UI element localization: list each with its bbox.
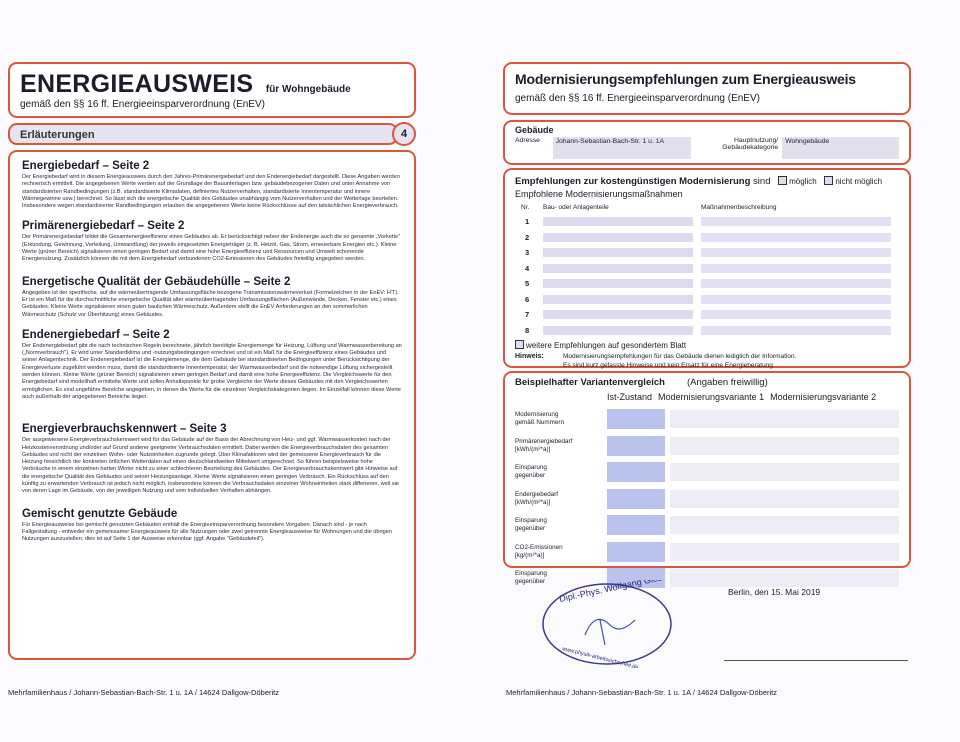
section-text: Für Energieausweise bei gemischt genutzten Gebäuden enthält die Energieeinsparverordnung besondere Vorgaben. Danach sind - je nach Fallgestaltung - entweder ein gemeinsamer Energieausweis für alle Nutzungen oder zwei getrennte Energieausweise für Wohnungen und die übrigen Nutzungen auszustellen; dies ist auf Seite 1 der Ausweise erkennbar (ggf. Angabe "Gebäudeteil"). [22,521,392,543]
sind-label: sind [753,176,771,187]
stamp-web: www.physik-arbeitssicherheit.de [561,646,639,668]
row-unit: gegenüber [515,578,546,585]
right-subtitle: gemäß den §§ 16 ff. Energieeinsparverordnung (EnEV) [515,93,760,104]
row-label: Endergiebedarf [515,490,559,498]
recommendation-row [515,232,899,243]
section-gebaeudehuelle [22,276,402,319]
category-value: Wohngebäude [782,137,899,159]
description-field[interactable] [701,248,891,257]
row-unit: gegenüber [515,525,546,532]
comparison-heading: Beispielhafter Variantenvergleich [515,377,665,388]
section-energieverbrauchskennwert [22,423,402,495]
section-energiebedarf [22,160,402,210]
row-label: Modernisierung [515,411,559,418]
right-title: Modernisierungsempfehlungen zum Energieausweis [515,71,856,87]
parts-field[interactable] [543,233,693,242]
section-text: Angegeben ist der spezifische, auf die wärmeübertragende Umfassungsfläche bezogene Transmissionswärmeverlust (Formelzeichen in der EnEV: H'T). Er ist ein Maß für die durchschnittliche energetische Qualität aller wärmeübertragenden Umfassungsflächen (Außenwände, Decken, Fenster etc.) eines Gebäudes. Kleine Werte signalisieren einen guten baulichen Wärmeschutz. Außerdem stellt die EnEV Anforderungen an den sommerlichen Wärmeschutz (Schutz vor Überhitzung) eines Gebäudes. [22,289,399,318]
left-title-box [8,62,416,118]
row-number: 2 [525,232,530,242]
building-heading: Gebäude [515,125,554,135]
section-text: Der Energiebedarf wird in diesem Energieausweis durch den Jahres-Primärenergiebedarf und den Endenergiebedarf dargestellt. Diese Angaben werden rechnerisch ermittelt. Die angegebenen Werte werden auf der Grundlage der Bauunterlagen bzw. gebäudebezogener Daten und unter Annahme von standardisierten Randbedingungen (z.B. standardisierte Klimadaten, definiertes Nutzerverhalten, standardisierte Innentemperatur und innere Wärmegewinne usw.) berechnet. So lässt sich die energetische Qualität des Gebäudes unabhängig vom Nutzerverhalten und der Wetterlage beurteilen. Insbesondere wegen standardisierter Randbedingungen erlauben die angegebenen Werte keine Rückschlüsse auf den tatsächlichen Energieverbrauch. [22,174,400,210]
section-heading: Energieverbrauchskennwert – Seite 3 [22,423,227,436]
address-value: Johann-Sebastian-Bach-Str. 1 u. 1A [553,137,692,159]
variant-cells[interactable] [670,569,899,587]
row-label: Einsparung [515,464,547,471]
address-label: Adresse [515,137,540,144]
section-heading: Primärenergiebedarf – Seite 2 [22,220,185,233]
not-possible-label: nicht möglich [835,177,883,186]
row-number: 3 [525,248,530,257]
variant-cells[interactable] [670,463,899,481]
section-heading: Gemischt genutzte Gebäude [22,507,178,520]
recommendations-heading: Empfehlungen zur kostengünstigen Modernisierung [515,176,751,187]
ist-cell[interactable] [607,489,665,509]
section-gemischt [22,508,402,544]
signature-date: Berlin, den 15. Mai 2019 [728,587,821,597]
parts-field[interactable] [543,279,693,288]
row-number: 8 [525,325,530,335]
comparison-row [515,514,899,536]
parts-field[interactable] [543,326,693,335]
ist-cell[interactable] [607,436,665,456]
explanations-box [8,150,416,660]
description-field[interactable] [701,326,891,335]
recommendation-row [515,325,899,336]
variant-cells[interactable] [670,543,899,561]
description-field[interactable] [701,279,891,288]
section-heading: Energiebedarf – Seite 2 [22,160,150,172]
row-label: Einsparung [515,517,547,524]
category-label: Hauptnutzung/ Gebäudekategorie [722,137,779,151]
col-ist: Ist-Zustand [607,392,653,402]
description-field[interactable] [701,233,891,242]
section-text: Der Endenergiebedarf gibt die nach technischen Regeln berechnete, jährlich benötigte Energiemenge für Heizung, Lüftung und Warmwasserbereitung an („Normverbrauch"). Er wird unter Standardklima und -nutzungsbedingungen errechnet und ist ein Maß für die Energieeffizienz eines Gebäudes und seiner Anlagentechnik. Der Endenergiebedarf ist die Energiemenge, die dem Gebäude bei standardisierten Bedingungen unter Berücksichtigung der Energieverluste zugeführt werden muss, damit die standardisierte Innentemperatur, der Warmwasserbedarf und die notwendige Lüftung sichergestellt werden können. Kleine Werte (grüner Bereich) signalisieren einen geringen Bedarf und damit eine hohe Energieeffizienz. Die Vergleichswerte für den Energiebedarf sind modellhaft ermittelte Werte und sollen Anhaltspunkte für grobe Vergleiche der Werte dieses Gebäudes mit den Vergleichswerten ermöglichen. Es sind ungefähre Bereiche angegeben, in denen die Werte für die einzelnen Vergleichskategorien liegen. Im Einzelfall können diese Werte auch außerhalb der angegebenen Bereiche liegen. [22,342,402,400]
description-field[interactable] [701,295,891,304]
col-nr: Nr. [521,204,530,211]
stamp-name: Dipl.-Phys. Wolfgang Giese [558,580,668,604]
signature-line [724,660,908,661]
variant-cells[interactable] [670,437,899,455]
row-unit: gegenüber [515,472,546,479]
note-line: Es sind kurz gefasste Hinweise und kein Ersatz für eine Energieberatung [563,362,773,369]
section-text: Der Primärenergiebedarf bildet die Gesamtenergieeffizienz eines Gebäudes ab. Er berücksichtigt neben der Endenergie auch die so genannte „Vorkette" (Erkundung, Gewinnung, Verteilung, Umwandlung) der jeweils eingesetzten Energieträger (z. B. Heizöl, Gas, Strom, erneuerbare Energien etc.). Kleine Werte (grüner Bereich) signalisieren einen geringen Bedarf und damit eine hohe Energieeffizienz und Ressourcen und Umwelt schonende Energienutzung. Zusätzlich können die mit dem Energiebedarf verbundenen CO2-Emissionen des Gebäudes freiwillig angegeben werden. [22,234,401,263]
row-number: 4 [525,263,530,273]
comparison-row [515,461,899,483]
row-number: 1 [525,217,530,226]
section-bar-label: Erläuterungen [20,129,95,141]
row-number: 6 [525,294,530,304]
comparison-row [515,488,899,510]
stamp-seal-icon [540,580,675,668]
comparison-row [515,408,899,430]
row-unit: gemäß Nummern [515,419,564,426]
note-label: Hinweis: [515,353,544,360]
document-title: ENERGIEAUSWEIS [20,70,254,98]
col-variante-1: Modernisierungsvariante 1 [658,392,765,402]
comparison-box [503,371,911,585]
section-primaerenergiebedarf [22,220,402,263]
variant-cells[interactable] [670,490,899,508]
recommendation-row [515,263,899,274]
not-possible-checkbox[interactable] [824,176,833,185]
page-number-badge: 4 [392,122,416,146]
comparison-row [515,541,899,563]
row-label: Einsparung [515,570,547,577]
section-bar [8,123,398,145]
section-text: Der ausgewiesene Energieverbrauchskennwert wird für das Gebäude auf der Basis der Abrechnung von Heiz- und ggf. Warmwasserkosten nach der Heizkostenverordnung und/oder auf Grund anderer geeigneter Verbrauchsdaten ermittelt. Dabei werden die Energieverbrauchsdaten des gesamten Gebäudes und nicht der einzelnen Wohn- oder Nutzeinheiten zugrunde gelegt. Über Klimafaktoren wird der gemessene Energieverbrauch für die Heizung hinsichtlich der konkreten örtlichen Wetterdaten auf einen deutschlandweiten Mittelwert umgerechnet. So führen beispielsweise hohe Verbräuche in einem einzelnen harten Winter nicht zu einer schlechteren Beurteilung des Gebäudes. Der Energieverbrauchskennwert gibt Hinweise auf die energetische Qualität des Gebäudes und seiner Heizungsanlage. Kleine Werte signalisieren einen geringen Verbrauch. Ein Rückschluss auf den künftig zu erwartenden Verbrauch ist jedoch nicht möglich, insbesondere können die Verbrauchsdaten einzelner Wohneinheiten stark differieren, weil sie von deren Lage im Gebäude, von der jeweiligen Nutzung und vom individuellen Verhalten abhängen. [22,437,399,495]
ist-cell[interactable] [607,515,665,535]
row-label: Primärenergiebedarf [515,437,573,445]
right-title-box [503,62,911,115]
possible-checkbox[interactable] [778,176,787,185]
title-suffix: für Wohngebäude [265,84,351,95]
parts-field[interactable] [543,310,693,319]
variant-cells[interactable] [670,516,899,534]
row-unit: [kWh/(m²*a)] [515,498,551,506]
parts-field[interactable] [543,264,693,273]
col-desc: Maßnahmenbeschreibung [701,204,777,211]
recommendations-box [503,168,911,368]
section-heading: Energetische Qualität der Gebäudehülle – Seite 2 [22,275,291,288]
row-unit: [kWh/(m²*a)] [515,445,551,453]
ist-cell[interactable] [607,409,665,429]
right-footer: Mehrfamilienhaus / Johann-Sebastian-Bach-Str. 1 u. 1A / 14624 Dallgow-Döberitz [506,688,777,697]
row-number: 5 [525,279,530,288]
section-heading: Endenergiebedarf – Seite 2 [22,328,170,341]
note-line: Modernisierungsempfehlungen für das Gebäude dienen lediglich der Information. [563,353,797,360]
description-field[interactable] [701,264,891,273]
recommendations-subheading: Empfohlene Modernisierungsmaßnahmen [515,189,683,199]
left-footer: Mehrfamilienhaus / Johann-Sebastian-Bach-Str. 1 u. 1A / 14624 Dallgow-Döberitz [8,688,279,697]
further-checkbox[interactable] [515,340,524,349]
section-endenergiebedarf [22,329,402,401]
ist-cell[interactable] [607,462,665,482]
subtitle: gemäß den §§ 16 ff. Energieeinsparverordnung (EnEV) [20,99,265,110]
row-label: CO2-Emissionen [515,543,563,551]
col-parts: Bau- oder Anlagenteile [543,204,609,211]
parts-field[interactable] [543,217,693,226]
further-label: weitere Empfehlungen auf gesondertem Blatt [526,341,687,350]
col-variante-2: Modernisierungsvariante 2 [770,392,877,402]
ist-cell[interactable] [607,542,665,562]
comparison-optional: (Angaben freiwillig) [686,377,768,388]
building-box [503,120,911,165]
recommendation-row [515,309,899,320]
description-field[interactable] [701,217,891,226]
parts-field[interactable] [543,248,693,257]
description-field[interactable] [701,310,891,319]
possible-label: möglich [789,177,817,186]
recommendation-row [515,216,899,227]
row-unit: [kg/(m²*a)] [515,551,545,559]
recommendation-row [515,278,899,289]
recommendation-row [515,247,899,258]
row-number: 7 [525,310,530,319]
variant-cells[interactable] [670,410,899,428]
comparison-row [515,435,899,457]
recommendation-row [515,294,899,305]
stamp [540,580,675,668]
parts-field[interactable] [543,295,693,304]
